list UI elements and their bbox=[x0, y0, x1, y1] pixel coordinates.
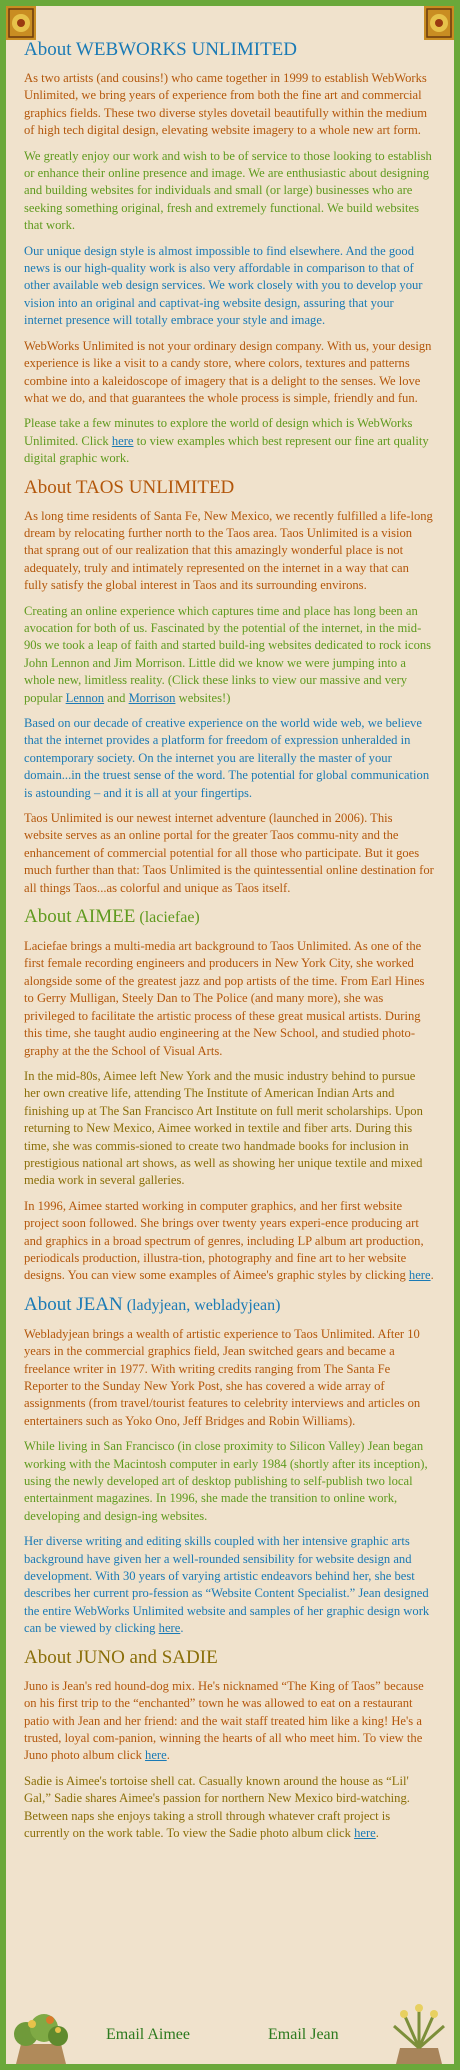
paragraph-text: In the mid-80s, Aimee left New York and the music industry behind to pursue her own creative life, attending The Institute of American Indian Arts and finishing up at The San Francisco Art Institute on full merit scholarships. Upon returning to New Mexico, Aimee worked in textile and fiber arts. During this time, she was commis-sioned to create two handmade books for inclusion in prestigious national art shows, as well as showing her unique textile and mixed media work in several galleries. bbox=[24, 1068, 423, 1188]
section-paragraph bbox=[24, 1326, 434, 1430]
section-paragraph bbox=[24, 938, 434, 1060]
footer bbox=[6, 1996, 454, 2064]
section-paragraph bbox=[24, 1678, 434, 1765]
section-paragraph bbox=[24, 1198, 434, 1285]
paragraph-text: Her diverse writing and editing skills coupled with her intensive graphic arts background have given her a well-rounded sensibility for website design and development. With 30 years of varying artistic endeavors behind her, she best describes her current pro-fession as “Website Content Specialist.” Jean designed the entire WebWorks Unlimited website and samples of her graphic design work can be viewed by clicking bbox=[24, 1534, 430, 1636]
ornament-corner-icon bbox=[6, 6, 36, 40]
paragraph-text: . bbox=[430, 1268, 434, 1283]
section-paragraph bbox=[24, 810, 434, 897]
paragraph-text: In 1996, Aimee started working in computer graphics, and her first website project soon followed. She brings over twenty years experi-ence producing art and graphics in a broad spectrum of genres, including LP album art production, periodicals production, illustra-tion, photography and fine art to her website designs. You can view some examples of Aimee's graphic styles by clicking bbox=[24, 1198, 424, 1283]
section-paragraph bbox=[24, 1533, 434, 1637]
section-heading bbox=[24, 905, 434, 930]
main-content bbox=[24, 36, 434, 1850]
lennon-link[interactable]: Lennon bbox=[65, 690, 105, 705]
paragraph-text: As two artists (and cousins!) who came together in 1999 to establish WebWorks Unlimited, we bring years of experience from both the fine art and commercial graphics fields. These two diverse styles dovetail beautifully within the medium of high tech digital design, elevating website imagery to a whole new art form. bbox=[24, 71, 428, 138]
paragraph-text: While living in San Francisco (in close proximity to Silicon Valley) Jean began working with the Macintosh computer in early 1984 (shortly after its inception), using the newly developed art of desktop publishing to self-publish two local entertainment magazines. In 1996, she made the transition to online work, developing and design-ing websites. bbox=[24, 1439, 428, 1523]
email-aimee-link[interactable]: Email Aimee bbox=[106, 2026, 190, 2043]
section-paragraph bbox=[24, 338, 434, 408]
paragraph-text: Laciefae brings a multi-media art background to Taos Unlimited. As one of the first female recording engineers and producers in New York City, she worked alongside some of the greatest jazz and pop artists of the time. From Earl Hines to Gerry Mulligan, Steely Dan to The Police (and many more), she was privileged to facilitate the artistic process of these great musical artists. During this time, she taught audio engineering at the New School, and studied photo-graphy at the the School of Visual Arts. bbox=[24, 939, 425, 1058]
paragraph-text: Based on our decade of creative experience on the world wide web, we believe that the internet provides a platform for freedom of expression unheralded in contemporary society. On the internet you are literally the master of your domain...in the truest sense of the word. The potential for global communication is astounding – and it is all at your fingertips. bbox=[24, 716, 430, 800]
paragraph-text: Our unique design style is almost impossible to find elsewhere. And the good news is our high-quality work is also very affordable in comparison to that of other available web design services. We work closely with you to develop your vision into an original and captivat-ing website design, assuring that your internet presence will totally embrace your style and image. bbox=[24, 243, 423, 328]
ornament-corner-icon bbox=[424, 6, 454, 40]
paragraph-text: We greatly enjoy our work and wish to be of service to those looking to establish or enhance their online presence and image. We are enthusiastic about designing and building websites for individuals and small (or large) businesses who are seeking something original, fresh and extremely functional. We build websites that work. bbox=[24, 148, 432, 233]
section-paragraph bbox=[24, 243, 434, 330]
section-paragraph bbox=[24, 70, 434, 140]
paragraph-text: websites!) bbox=[175, 690, 231, 705]
section-title: About TAOS UNLIMITED bbox=[24, 476, 235, 498]
paragraph-text: Sadie is Aimee's tortoise shell cat. Casually known around the house as “Lil' Gal,” Sadie shares Aimee's passion for northern New Mexico bird-watching. Between naps she enjoys taking a stroll through whatever craft project is currently on the work table. To view the Sadie photo album click bbox=[24, 1773, 410, 1840]
section-paragraph bbox=[24, 1773, 434, 1843]
juno-album-link[interactable]: here bbox=[145, 1748, 167, 1763]
section-title: About AIMEE bbox=[24, 906, 136, 928]
paragraph-text: and bbox=[104, 690, 129, 705]
paragraph-text: As long time residents of Santa Fe, New Mexico, we recently fulfilled a life-long dream by relocating further north to the Taos area. Taos Unlimited is a vision that sprang out of our realization that this amazingly wonderful place is not adequately, truly and intimately represented on the internet in a way that can fully satisfy the global interest in Taos and its surrounding environs. bbox=[24, 508, 433, 593]
morrison-link[interactable]: Morrison bbox=[128, 690, 176, 705]
paragraph-text: . bbox=[166, 1748, 170, 1763]
paragraph-text: Please take a few minutes to explore the world of design which is WebWorks Unlimited. Click bbox=[24, 416, 413, 448]
section-paragraph bbox=[24, 415, 434, 467]
aimee-examples-link[interactable]: here bbox=[408, 1268, 431, 1283]
section-paragraph bbox=[24, 508, 434, 595]
paragraph-text: Juno is Jean's red hound-dog mix. He's nicknamed “The King of Taos” because on his first trip to the “enchanted” town he was allowed to eat on a restaurant patio with Jean and her friend: and the wait staff treated him like a king! He's a trusted, loyal com-panion, winning the hearts of all who meet him. To view the Juno photo album click bbox=[24, 1678, 424, 1763]
section-paragraph bbox=[24, 603, 434, 707]
section-heading bbox=[24, 38, 434, 62]
paragraph-text: Taos Unlimited is our newest internet adventure (launched in 2006). This website serves as an online portal for the greater Taos commu-nity and the enhancement of commercial potential for all those who participate. But it goes much further than that: Taos Unlimited is the quintessential online destination for all things Taos...as colorful and unique as Taos itself. bbox=[24, 811, 434, 895]
section-subtitle: (ladyjean, webladyjean) bbox=[122, 1296, 281, 1314]
paragraph-text: to view examples which best represent our fine art quality digital graphic work. bbox=[24, 433, 429, 466]
section-paragraph bbox=[24, 1068, 434, 1190]
section-paragraph bbox=[24, 715, 434, 802]
flower-pot-icon bbox=[6, 2004, 76, 2064]
paragraph-text: Webladyjean brings a wealth of artistic experience to Taos Unlimited. After 10 years in the commercial graphics field, Jean switched gears and became a freelance writer in 1977. With writing credits ranging from The Santa Fe Reporter to the Sunday New York Post, she has covered a wide array of assignments (from travel/tourist features to celebrity interviews and articles on entertainers such as Yoko Ono, Jeff Bridges and Robin Williams). bbox=[24, 1326, 421, 1428]
section-subtitle: (laciefae) bbox=[135, 909, 200, 927]
sadie-album-link[interactable]: here bbox=[354, 1825, 376, 1840]
section-title: About JUNO and SADIE bbox=[24, 1646, 218, 1668]
paragraph-text: Creating an online experience which captures time and place has long been an avocation for both of us. Fascinated by the potential of the internet, in the mid-90s we took a leap of faith and started build-ing websites dedicated to rock icons John Lennon and Jim Morrison. Little did we know we were jumping into a whole new, limitless reality. (Click these links to view our massive and very popular bbox=[24, 603, 432, 705]
section-heading bbox=[24, 1293, 434, 1318]
section-title: About JEAN bbox=[24, 1293, 123, 1315]
section-title: About WEBWORKS UNLIMITED bbox=[24, 39, 298, 60]
section-heading bbox=[24, 1646, 434, 1670]
section-paragraph bbox=[24, 148, 434, 235]
paragraph-text: . bbox=[375, 1825, 379, 1840]
jean-examples-link[interactable]: here bbox=[158, 1621, 181, 1636]
section-paragraph bbox=[24, 1438, 434, 1525]
section-heading bbox=[24, 476, 434, 500]
flower-pot-icon bbox=[384, 2004, 454, 2064]
paragraph-text: . bbox=[180, 1621, 184, 1636]
paragraph-text: WebWorks Unlimited is not your ordinary design company. With us, your design experience is like a visit to a candy store, where colors, textures and patterns combine into a kaleidoscope of imagery that is a delight to the senses. We love what we do, and that guarantees the whole process is simple, friendly and fun. bbox=[24, 338, 432, 405]
email-jean-link[interactable]: Email Jean bbox=[268, 2026, 339, 2043]
examples-here-link[interactable]: here bbox=[111, 433, 134, 448]
